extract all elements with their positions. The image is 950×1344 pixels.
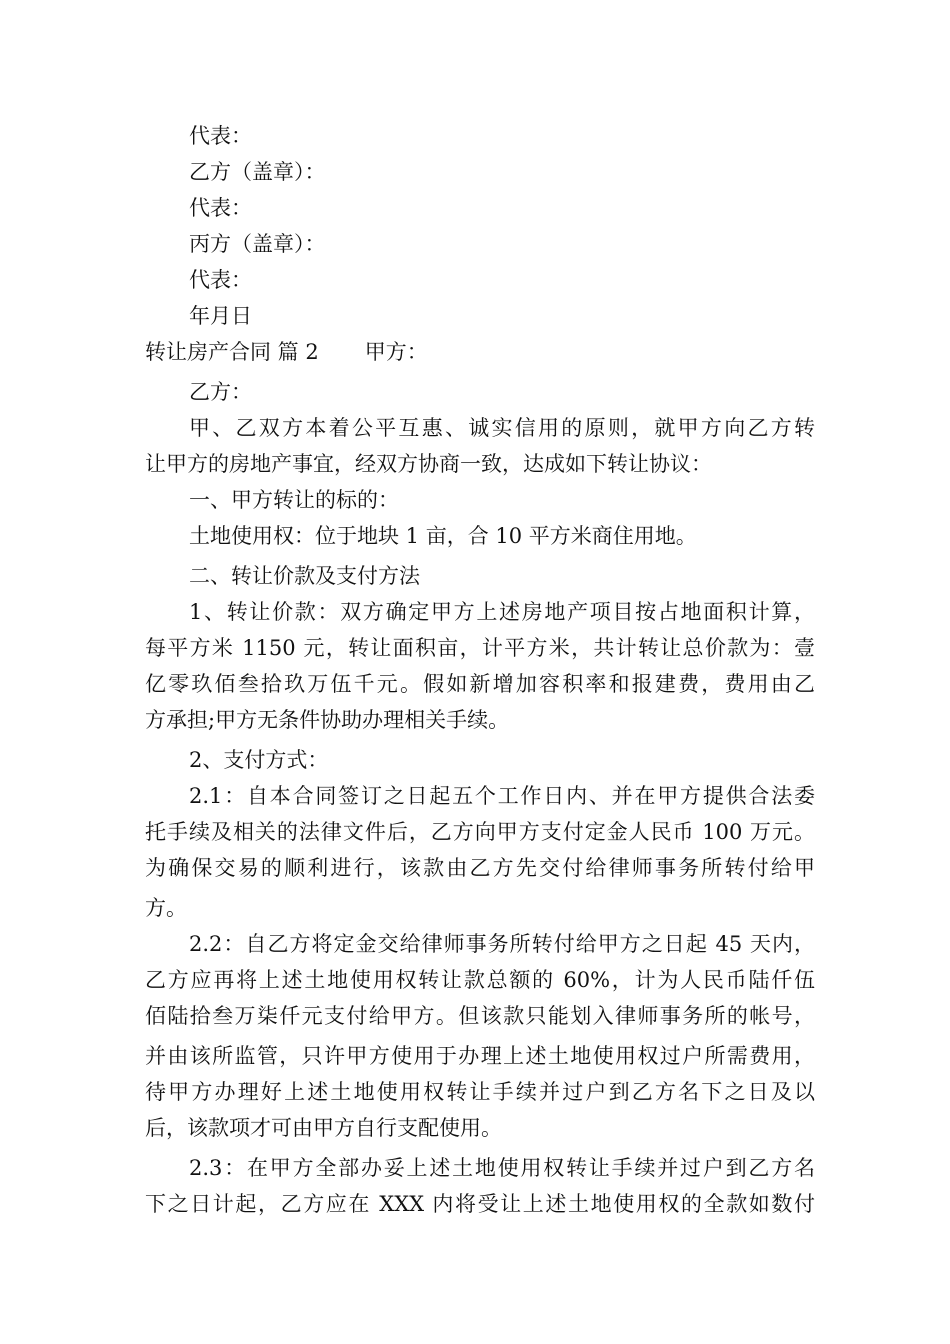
price-paragraph-line: 每平方米 1150 元，转让面积亩，计平方米，共计转让总价款为：壹 <box>145 636 815 660</box>
clause-2-2-line: 并由该所监管，只许甲方使用于办理上述土地使用权过户所需费用， <box>145 1044 815 1068</box>
representative-line: 代表： <box>189 268 252 292</box>
clause-2-2-line: 乙方应再将上述土地使用权转让款总额的 60%，计为人民币陆仟伍 <box>145 968 815 992</box>
intro-paragraph-line: 甲、乙双方本着公平互惠、诚实信用的原则，就甲方向乙方转 <box>189 416 815 440</box>
price-paragraph-line: 方承担;甲方无条件协助办理相关手续。 <box>145 708 510 732</box>
party-b-label: 乙方： <box>189 380 252 404</box>
clause-2-1-line: 托手续及相关的法律文件后，乙方向甲方支付定金人民币 100 万元。 <box>145 820 815 844</box>
price-paragraph-line: 亿零玖佰叁拾玖万伍千元。假如新增加容积率和报建费，费用由乙 <box>145 672 815 696</box>
item2-title: 二、转让价款及支付方法 <box>189 564 420 588</box>
representative-line: 代表： <box>189 196 252 220</box>
clause-2-2-line: 2.2：自乙方将定金交给律师事务所转付给甲方之日起 45 天内， <box>189 932 815 956</box>
party-a-label: 甲方： <box>364 340 428 364</box>
party-c-seal-line: 丙方（盖章）： <box>189 232 326 256</box>
party-b-seal-line: 乙方（盖章）： <box>189 160 326 184</box>
representative-line: 代表： <box>189 124 252 148</box>
clause-2-2-line: 佰陆拾叁万柒仟元支付给甲方。但该款只能划入律师事务所的帐号， <box>145 1004 815 1028</box>
item1-text: 土地使用权：位于地块 1 亩，合 10 平方米商住用地。 <box>189 524 697 548</box>
clause-2-1-line: 2.1：自本合同签订之日起五个工作日内、并在甲方提供合法委 <box>189 784 815 808</box>
clause-2-2-line: 后，该款项才可由甲方自行支配使用。 <box>145 1116 502 1140</box>
clause-2-2-line: 待甲方办理好上述土地使用权转让手续并过户到乙方名下之日及以 <box>145 1080 815 1104</box>
clause-2-1-line: 方。 <box>145 896 187 920</box>
intro-paragraph-line: 让甲方的房地产事宜，经双方协商一致，达成如下转让协议： <box>145 452 712 476</box>
clause-2-3-line: 下之日计起，乙方应在 XXX 内将受让上述土地使用权的全款如数付 <box>145 1192 815 1216</box>
date-line: 年月日 <box>189 304 252 328</box>
price-paragraph-line: 1、转让价款：双方确定甲方上述房地产项目按占地面积计算， <box>189 600 815 624</box>
payment-title: 2、支付方式： <box>189 748 329 772</box>
clause-2-3-line: 2.3：在甲方全部办妥上述土地使用权转让手续并过户到乙方名 <box>189 1156 815 1180</box>
contract-title: 转让房产合同 篇 2 <box>145 340 319 364</box>
clause-2-1-line: 为确保交易的顺利进行，该款由乙方先交付给律师事务所转付给甲 <box>145 856 815 880</box>
section-heading <box>145 337 428 367</box>
item1-title: 一、甲方转让的标的： <box>189 488 399 512</box>
